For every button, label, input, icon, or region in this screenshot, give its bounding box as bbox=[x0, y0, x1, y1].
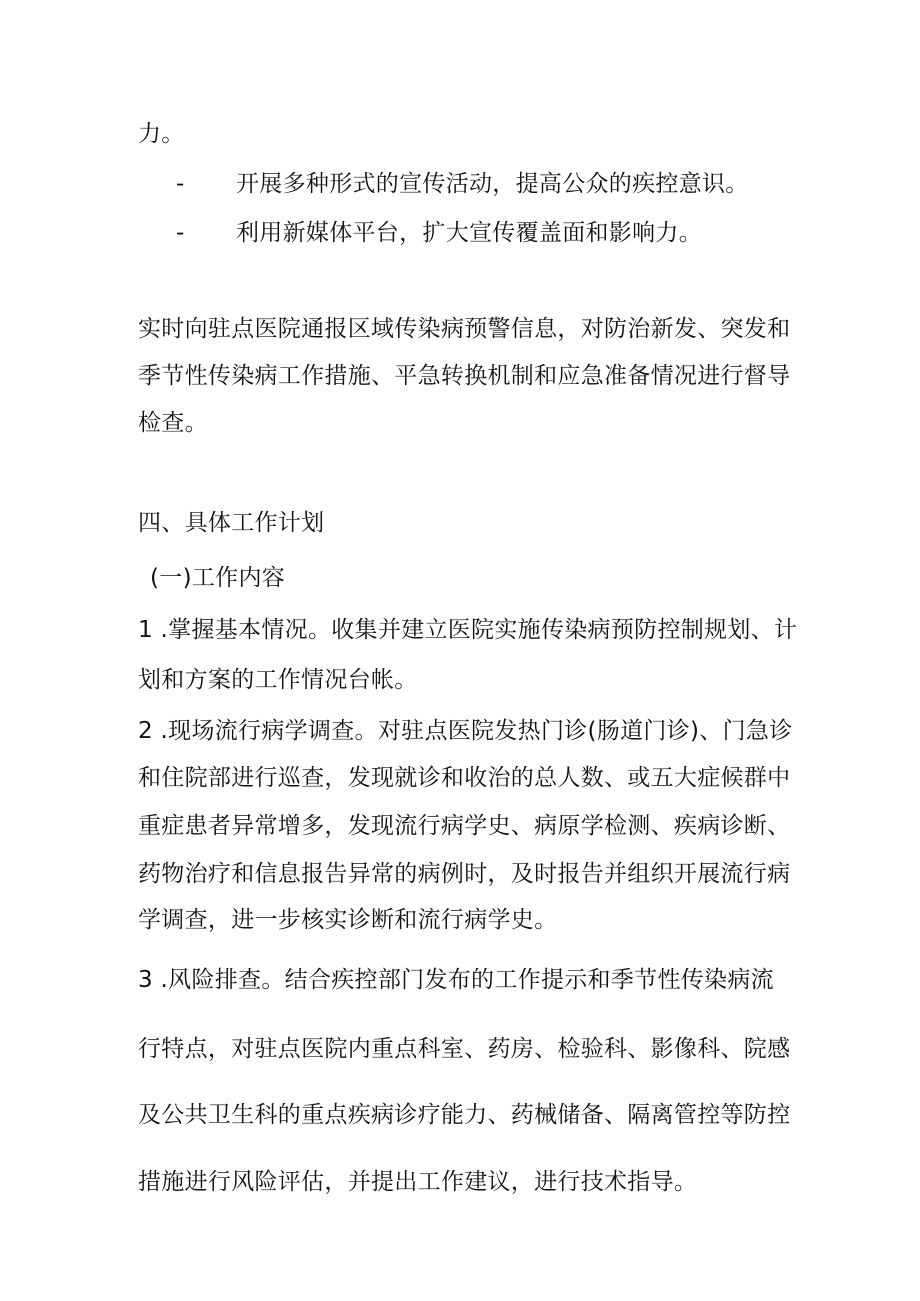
intro-tail-line: 力。 bbox=[138, 121, 185, 147]
bullet-dash: - bbox=[176, 220, 185, 246]
bullet-text: 开展多种形式的宣传活动，提高公众的疾控意识。 bbox=[236, 171, 749, 197]
item-line: 措施进行风险评估，并提出工作建议，进行技术指导。 bbox=[138, 1169, 698, 1195]
paragraph-line: 检查。 bbox=[138, 410, 208, 436]
bullet-dash: - bbox=[176, 171, 185, 197]
item-line: 行特点，对驻点医院内重点科室、药房、检验科、影像科、院感 bbox=[138, 1036, 791, 1062]
item-line: 学调查，进一步核实诊断和流行病学史。 bbox=[138, 907, 558, 933]
item-line: 及公共卫生科的重点疾病诊疗能力、药械储备、隔离管控等防控 bbox=[138, 1102, 791, 1128]
item-line: 3 .风险排查。结合疾控部门发布的工作提示和季节性传染病流 bbox=[138, 967, 774, 993]
item-line: 划和方案的工作情况台帐。 bbox=[138, 667, 418, 693]
item-line: 重症患者异常增多，发现流行病学史、病原学检测、疾病诊断、 bbox=[138, 813, 791, 839]
item-line: 1 .掌握基本情况。收集并建立医院实施传染病预防控制规划、计 bbox=[138, 617, 798, 643]
item-line: 药物治疗和信息报告异常的病例时，及时报告并组织开展流行病 bbox=[138, 861, 791, 887]
item-line: 和住院部进行巡查，发现就诊和收治的总人数、或五大症候群中 bbox=[138, 765, 791, 791]
section-heading: 四、具体工作计划 bbox=[138, 510, 325, 536]
paragraph-line: 实时向驻点医院通报区域传染病预警信息，对防治新发、突发和 bbox=[138, 316, 791, 342]
paragraph-line: 季节性传染病工作措施、平急转换机制和应急准备情况进行督导 bbox=[138, 363, 791, 389]
item-line: 2 .现场流行病学调查。对驻点医院发热门诊(肠道门诊)、门急诊 bbox=[138, 718, 793, 744]
sub-heading: (一)工作内容 bbox=[150, 565, 286, 591]
bullet-text: 利用新媒体平台，扩大宣传覆盖面和影响力。 bbox=[236, 220, 702, 246]
